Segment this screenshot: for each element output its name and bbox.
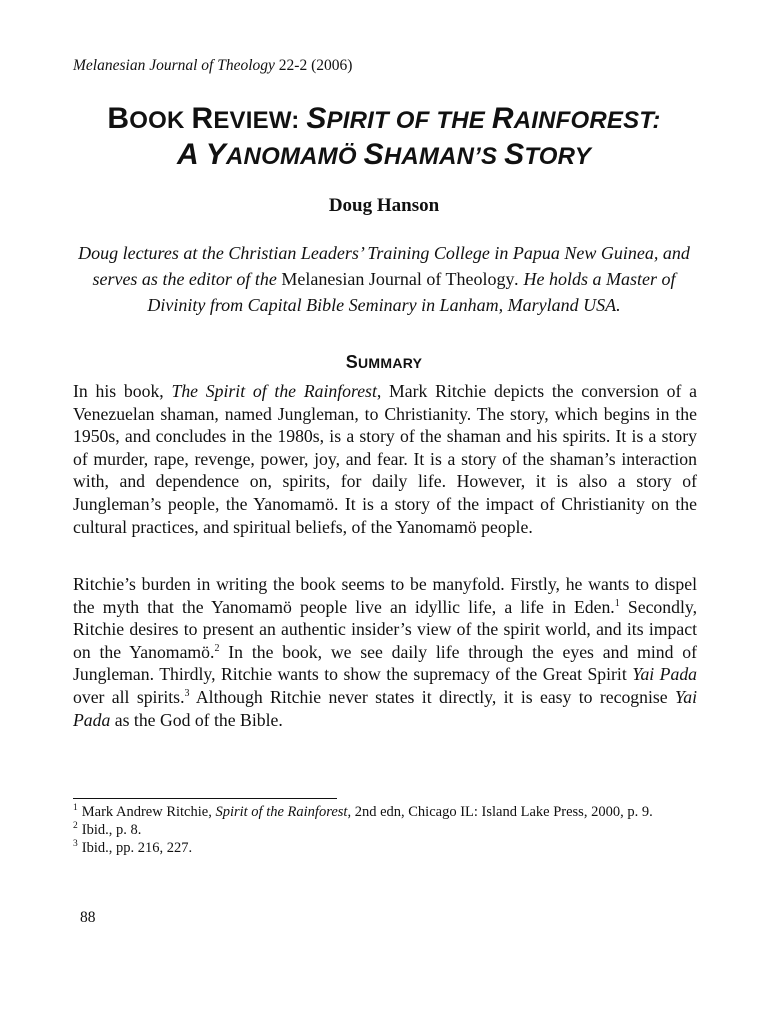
book-title: The Spirit of the Rainforest xyxy=(171,381,377,401)
article-title-line-2 xyxy=(0,138,768,172)
title-initial: S xyxy=(504,138,525,171)
title-word: PIRIT OF THE xyxy=(326,107,485,134)
title-initial: S xyxy=(363,138,384,171)
footnote-number: 3 xyxy=(73,839,78,850)
footnote-3 xyxy=(73,839,697,857)
italic-term: Yai Pada xyxy=(73,686,697,730)
title-initial: B xyxy=(107,102,130,135)
title-word: TORY xyxy=(524,143,591,170)
section-word: UMMARY xyxy=(358,355,423,371)
footnote-ref-3[interactable]: 3 xyxy=(184,688,190,700)
para-text: Ritchie’s burden in writing the book seems to be manyfold. Firstly, he wants to dispel the myth that the Yanomamö people live an idyllic life, a life in Eden. xyxy=(73,574,697,617)
para-text: In his book, xyxy=(73,381,172,401)
footnote-text: Mark Andrew Ritchie, xyxy=(81,804,216,820)
bio-journal-name: Melanesian Journal of Theology xyxy=(281,269,515,289)
title-initial: A xyxy=(177,138,199,171)
author-name: Doug Hanson xyxy=(328,195,440,216)
footnote-ref-1[interactable]: 1 xyxy=(614,597,620,609)
title-initial: S xyxy=(306,102,327,135)
bio-text: . He holds a Master of Divinity from Capital Bible Seminary in Lanham, Maryland USA. xyxy=(147,269,676,315)
section-initial: S xyxy=(345,352,359,372)
para-text: , Mark Ritchie depicts the conversion of a Venezuelan shaman, named Jungleman, to Christianity. The story, which begins in the 1950s, and concludes in the 1980s, is a story of the shaman and his spirits. It is a story of murder, rape, revenge, power, joy, and fear. It is a story of the shaman’s interaction with, and dependence on, spirits, for daily life. However, it is also a story of Jungleman’s people, the Yanomamö. It is a story of the impact of Christianity on the cultural practices, and spiritual beliefs, of the Yanomamö people. xyxy=(73,381,698,537)
title-initial: R xyxy=(191,102,214,135)
title-initial: R xyxy=(491,102,514,135)
title-word: AINFOREST: xyxy=(513,107,661,134)
journal-issue: 22-2 (2006) xyxy=(278,57,353,74)
footnote-text: , 2nd edn, Chicago IL: Island Lake Press, 2000, p. 9. xyxy=(347,804,653,820)
title-word: EVIEW: xyxy=(213,107,300,134)
section-heading xyxy=(0,352,768,373)
footnote-ref-2[interactable]: 2 xyxy=(214,642,220,654)
author-bio xyxy=(73,240,695,318)
article-title-line-1 xyxy=(0,102,768,136)
journal-header xyxy=(73,57,352,75)
summary-paragraph-1 xyxy=(73,380,697,538)
page-number: 88 xyxy=(80,909,96,926)
para-text: over all spirits. xyxy=(73,686,185,707)
para-text: Although Ritchie never states it directly, it is easy to recognise xyxy=(189,686,676,707)
para-text: In the book, we see daily life through the eyes and mind of Jungleman. Thirdly, Ritchie wants to show the supremacy of the Great Spirit xyxy=(73,641,698,685)
footnote-number: 2 xyxy=(73,821,78,832)
footnote-1 xyxy=(73,803,697,821)
footnote-text: Ibid., pp. 216, 227. xyxy=(81,840,193,856)
para-text: as the God of the Bible. xyxy=(110,709,283,730)
journal-name: Melanesian Journal of Theology xyxy=(73,57,275,74)
bio-text: Doug lectures at the Christian Leaders’ Training College in Papua New Guinea, and serves as the editor of the xyxy=(78,243,690,289)
footnote-text: Ibid., p. 8. xyxy=(81,822,142,838)
footnote-italic: Spirit of the Rainforest xyxy=(215,804,348,820)
title-word: ANOMAMÖ xyxy=(226,143,357,170)
footnote-number: 1 xyxy=(73,803,78,814)
title-word: HAMAN’S xyxy=(383,143,498,170)
footnote-2 xyxy=(73,821,697,839)
title-word: OOK xyxy=(129,107,185,134)
summary-paragraph-2 xyxy=(73,573,697,731)
footnote-divider xyxy=(73,798,337,799)
title-initial: Y xyxy=(205,138,227,171)
footnotes xyxy=(73,803,697,857)
italic-term: Yai Pada xyxy=(632,664,698,685)
para-text: Secondly, Ritchie desires to present an authentic insider’s view of the spirit world, and its impact on the Yanomamö. xyxy=(73,596,697,662)
